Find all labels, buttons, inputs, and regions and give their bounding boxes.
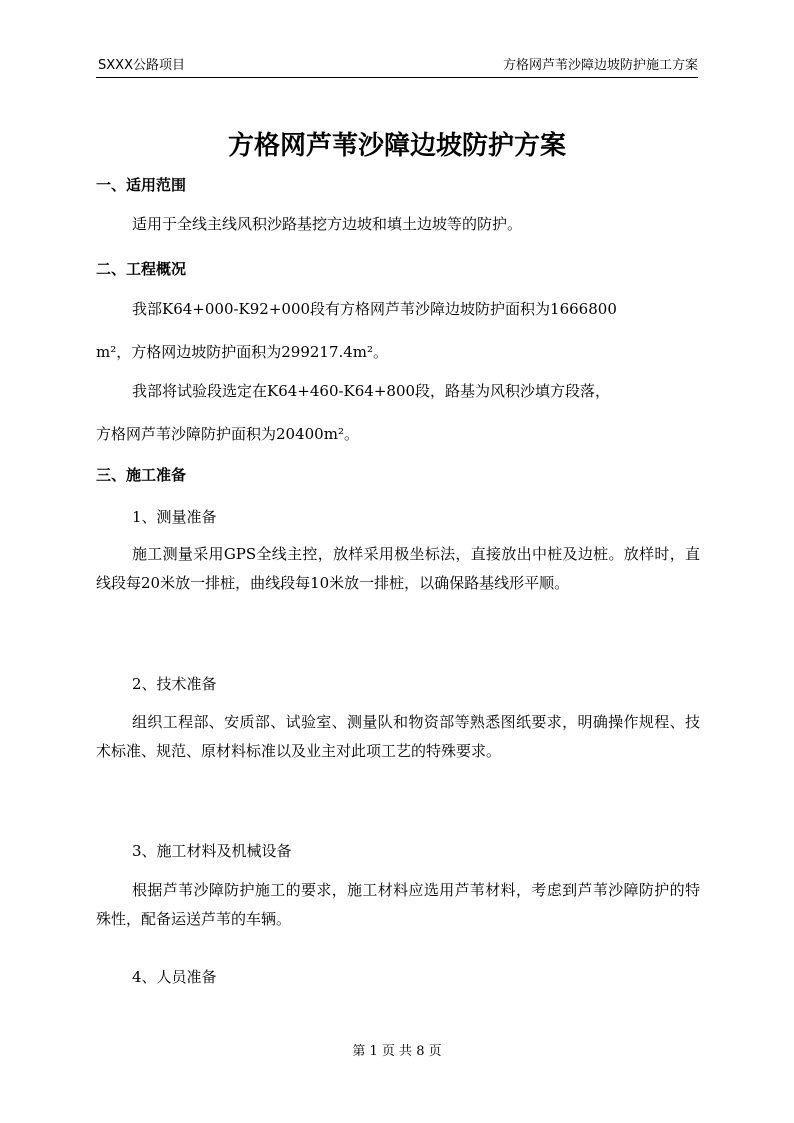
header-document-name: 方格网芦苇沙障边坡防护施工方案: [502, 58, 698, 73]
subsection-3-heading: 3、施工材料及机械设备: [132, 842, 292, 860]
page-footer: 第 1 页 共 8 页: [352, 1044, 442, 1059]
section-2-paragraph-2-line-2: 方格网芦苇沙障防护面积为20400m²。: [96, 425, 359, 443]
document-title: 方格网芦苇沙障边坡防护方案: [227, 131, 566, 161]
section-2-paragraph-1-line-1: 我部K64+000-K92+000段有方格网芦苇沙障边坡防护面积为1666800: [132, 300, 617, 318]
section-2-heading: 二、工程概况: [96, 260, 187, 278]
subsection-4-heading: 4、人员准备: [132, 968, 217, 986]
subsection-2-paragraph: 组织工程部、安质部、试验室、测量队和物资部等熟悉图纸要求，明确操作规程、技术标准、规范、原材料标准以及业主对此项工艺的特殊要求。: [96, 713, 700, 760]
subsection-1-paragraph: 施工测量采用GPS全线主控，放样采用极坐标法，直接放出中桩及边桩。放样时，直线段每20米放一排桩，曲线段每10米放一排桩，以确保路基线形平顺。: [96, 545, 700, 592]
subsection-3-paragraph: 根据芦苇沙障防护施工的要求，施工材料应选用芦苇材料，考虑到芦苇沙障防护的特殊性，配备运送芦苇的车辆。: [96, 881, 700, 928]
header-project-name: SXXX公路项目: [98, 58, 185, 73]
section-3-heading: 三、施工准备: [96, 466, 187, 484]
section-1-paragraph: 适用于全线主线风积沙路基挖方边坡和填土边坡等的防护。: [132, 215, 523, 233]
subsection-1-heading: 1、测量准备: [132, 508, 217, 526]
section-2-paragraph-1-line-2: m²，方格网边坡防护面积为299217.4m²。: [96, 343, 389, 361]
header-divider: [96, 77, 698, 78]
section-1-heading: 一、适用范围: [96, 176, 187, 194]
subsection-2-heading: 2、技术准备: [132, 675, 217, 693]
section-2-paragraph-2-line-1: 我部将试验段选定在K64+460-K64+800段，路基为风积沙填方段落，: [132, 382, 611, 400]
